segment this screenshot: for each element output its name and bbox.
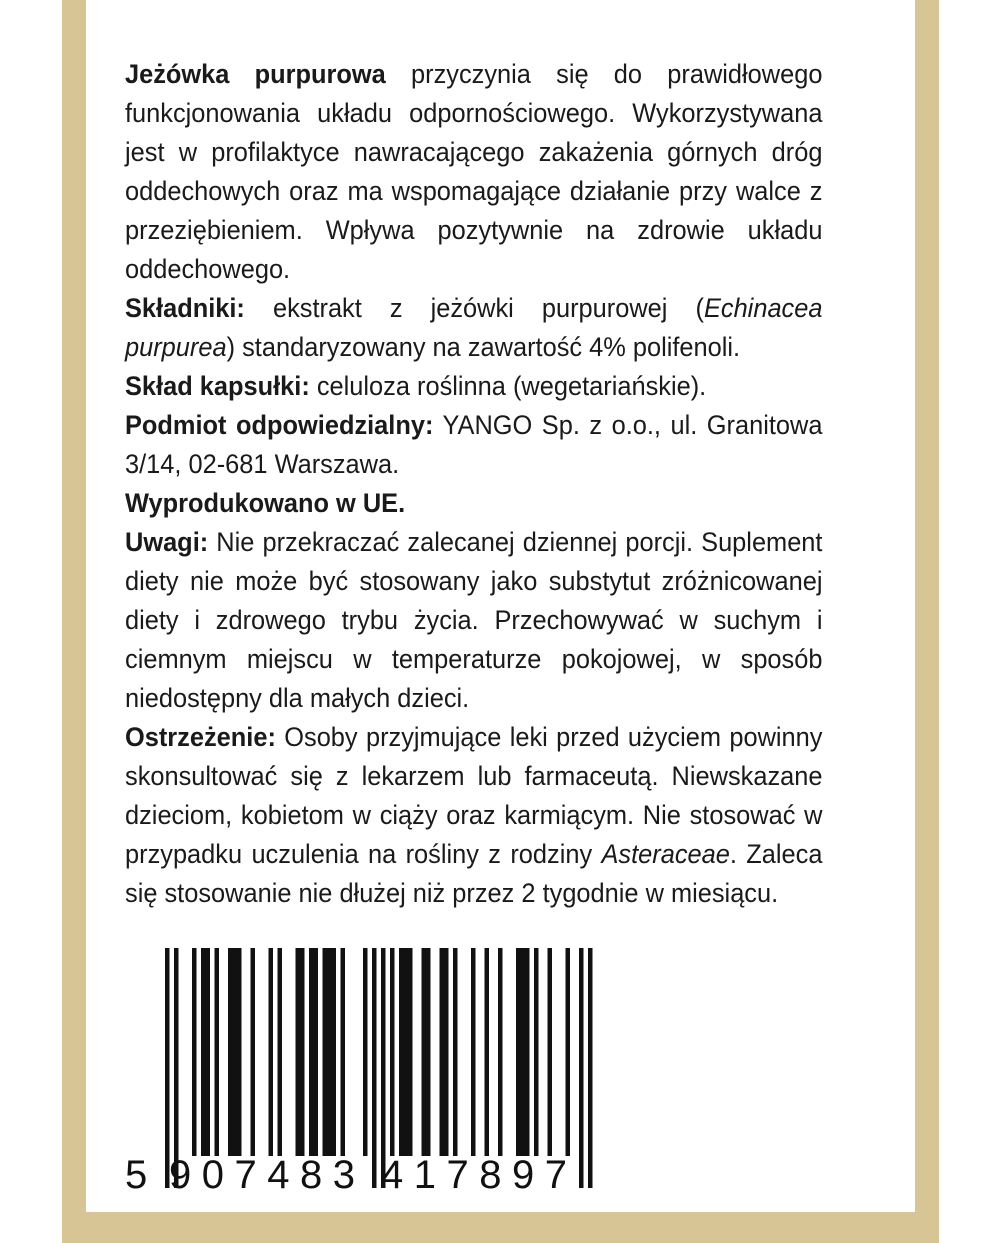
barcode-guard-bar bbox=[372, 948, 377, 1188]
barcode-bar bbox=[228, 948, 233, 1156]
responsible-entity-paragraph bbox=[125, 406, 822, 484]
barcode-bar bbox=[269, 948, 274, 1156]
barcode-bar bbox=[327, 948, 332, 1156]
ingredients-text-a: ekstrakt z jeżówki purpurowej ( bbox=[244, 293, 704, 323]
barcode-bar bbox=[332, 948, 337, 1156]
barcode-bars bbox=[165, 948, 593, 1188]
barcode-bar bbox=[206, 948, 211, 1156]
made-in-label: Wyprodukowano w UE. bbox=[125, 488, 406, 518]
capsule-label: Skład kapsułki: bbox=[125, 371, 310, 401]
barcode-bar bbox=[390, 948, 395, 1156]
barcode-guard-bar bbox=[579, 948, 584, 1188]
ean13-barcode bbox=[125, 940, 595, 1200]
barcode-bar bbox=[516, 948, 521, 1156]
barcode-bar bbox=[566, 948, 571, 1156]
barcode-guard-bar bbox=[381, 948, 386, 1188]
barcode-bar bbox=[471, 948, 476, 1156]
barcode-bar bbox=[251, 948, 256, 1156]
warning-text-b: . Zaleca się stosowanie nie dłużej niż przez 2 tygodnie w miesiącu. bbox=[125, 839, 823, 908]
ingredients-label: Składniki: bbox=[125, 293, 245, 323]
barcode-bar bbox=[408, 948, 413, 1156]
barcode-bar bbox=[422, 948, 427, 1156]
description-paragraph bbox=[125, 55, 822, 289]
responsible-entity-label: Podmiot odpowiedzialny: bbox=[125, 410, 434, 440]
barcode-bar bbox=[498, 948, 503, 1156]
barcode-bar bbox=[237, 948, 242, 1156]
barcode-bar bbox=[215, 948, 220, 1156]
product-name: Jeżówka purpurowa bbox=[125, 59, 386, 89]
barcode-bar bbox=[548, 948, 553, 1156]
barcode-bar bbox=[278, 948, 283, 1156]
barcode-bar bbox=[300, 948, 305, 1156]
warning-label: Ostrzeżenie: bbox=[125, 722, 276, 752]
notes-text: Nie przekraczać zalecanej dziennej porcji. Suplement diety nie może być stosowany jako substytut zróżnicowanej diety i zdrowego trybu życia. Przechowywać w suchym i ciemnym miejscu w temperaturze pokojowej, w sposób niedostępny dla małych dzieci. bbox=[125, 527, 823, 713]
barcode-bar bbox=[525, 948, 530, 1156]
notes-label: Uwagi: bbox=[125, 527, 209, 557]
barcode-bar bbox=[192, 948, 197, 1156]
family-name: Asteraceae bbox=[601, 839, 730, 869]
barcode-bar bbox=[534, 948, 539, 1156]
left-gold-border bbox=[62, 0, 86, 1243]
barcode-bar bbox=[314, 948, 319, 1156]
barcode-first-digit: 5 bbox=[125, 1153, 148, 1197]
barcode-bar bbox=[485, 948, 490, 1156]
barcode-bar bbox=[404, 948, 409, 1156]
right-gold-border bbox=[915, 0, 939, 1243]
barcode-guard-bar bbox=[588, 948, 593, 1188]
ingredients-paragraph bbox=[125, 289, 822, 367]
barcode-bar bbox=[521, 948, 526, 1156]
bottom-gold-border bbox=[62, 1212, 939, 1243]
barcode-bar bbox=[426, 948, 431, 1156]
notes-paragraph bbox=[125, 523, 822, 718]
barcode-bar bbox=[444, 948, 449, 1156]
made-in-paragraph bbox=[125, 484, 822, 523]
barcode-bar bbox=[323, 948, 328, 1156]
barcode-right-digits: 417897 bbox=[381, 1153, 567, 1197]
capsule-text: celuloza roślinna (wegetariańskie). bbox=[309, 371, 707, 401]
warning-text-a: Osoby przyjmujące leki przed użyciem powinny skonsultować się z lekarzem lub farmaceutą. Niewskazane dzieciom, kobietom w ciąży oraz karmiącym. Nie stosować w przypadku uczulenia na rośliny z rodziny bbox=[125, 722, 823, 869]
barcode-bar bbox=[363, 948, 368, 1156]
barcode-guard-bar bbox=[165, 948, 170, 1188]
capsule-paragraph bbox=[125, 367, 822, 406]
barcode-left-digits: 907483 bbox=[169, 1153, 355, 1197]
description-text: przyczynia się do prawidłowego funkcjonowania układu odpornościowego. Wykorzystywana jest w profilaktyce nawracającego zakażenia górnych dróg oddechowych oraz ma wspomagające działanie przy walce z przeziębieniem. Wpływa pozytywnie na zdrowie układu oddechowego. bbox=[125, 59, 823, 284]
barcode-guard-bar bbox=[174, 948, 179, 1188]
barcode-bar bbox=[440, 948, 445, 1156]
responsible-entity-text: YANGO Sp. z o.o., ul. Granitowa 3/14, 02-681 Warszawa. bbox=[125, 410, 823, 479]
latin-name: Echinacea purpurea bbox=[125, 293, 823, 362]
barcode-bar bbox=[399, 948, 404, 1156]
barcode-bar bbox=[453, 948, 458, 1156]
barcode-bar bbox=[296, 948, 301, 1156]
ingredients-text-b: ) standaryzowany na zawartość 4% polifenoli. bbox=[226, 332, 741, 362]
barcode-bar bbox=[309, 948, 314, 1156]
label-text bbox=[125, 55, 822, 913]
warning-paragraph bbox=[125, 718, 822, 913]
barcode-bar bbox=[341, 948, 346, 1156]
barcode-bar bbox=[201, 948, 206, 1156]
barcode-bar bbox=[233, 948, 238, 1156]
